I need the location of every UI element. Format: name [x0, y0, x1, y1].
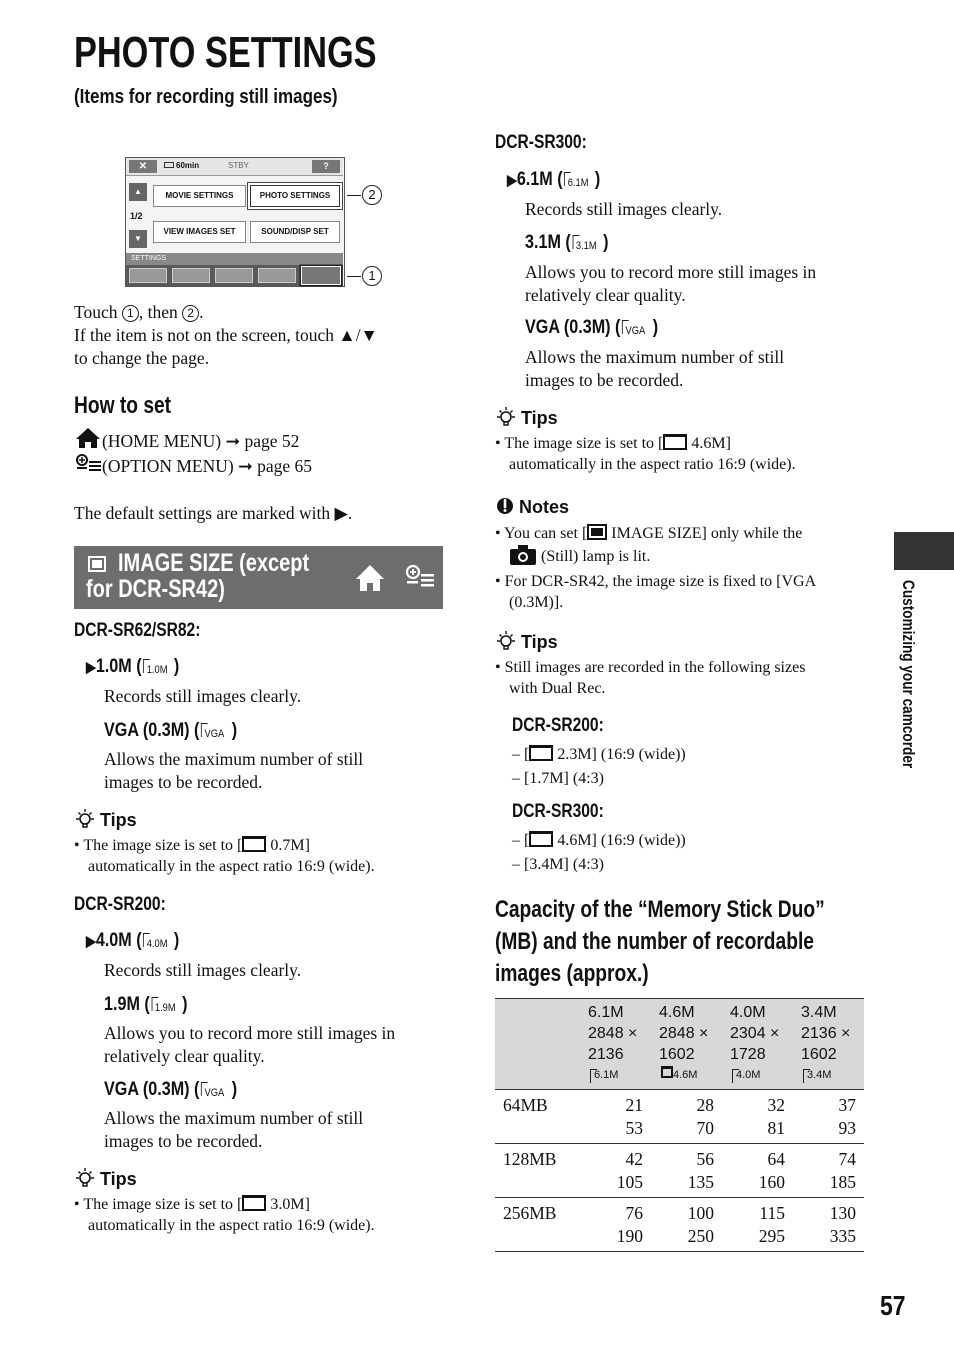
lcd-tab-list — [215, 268, 253, 283]
table-cell: 130 335 — [829, 1203, 856, 1246]
sr200-opt1-desc: Records still images clearly. — [104, 960, 302, 980]
lightbulb-icon — [495, 406, 517, 428]
banner-home-icon — [354, 564, 386, 592]
page-number-wrap — [880, 1290, 911, 1322]
image-size-icon — [88, 556, 106, 572]
row-label: 256MB — [503, 1203, 557, 1223]
image-size-6-1m-icon: 6.1M — [563, 169, 595, 189]
table-cell: 74 185 — [829, 1149, 856, 1192]
page-subtitle: (Items for recording still images) — [74, 86, 338, 108]
callout-2: 2 — [362, 185, 382, 205]
dual-sr200-list: – [ 2.3M] (16:9 (wide)) – [1.7M] (4:3) — [512, 746, 686, 787]
lcd-page: 1/2 — [130, 211, 143, 221]
sr300-opt1-title: ▶6.1M ( 6.1M ) — [507, 169, 601, 190]
table-cell: 37 93 — [838, 1095, 856, 1138]
sr62-opt1-title: ▶1.0M ( 1.0M ) — [86, 656, 180, 677]
sr300-opt1-desc: Records still images clearly. — [525, 199, 723, 219]
lcd-tab-play — [172, 268, 210, 283]
sr62-model-wrap — [74, 620, 228, 642]
image-size-banner — [74, 546, 443, 609]
page-title: PHOTO SETTINGS — [74, 28, 377, 77]
page-title-wrap — [74, 28, 462, 78]
dual-sr200-model-wrap — [512, 715, 624, 737]
wide-image-icon — [529, 831, 553, 847]
circle-2-icon: 2 — [182, 305, 199, 322]
home-menu-line: (HOME MENU) ➞ page 52 — [74, 427, 444, 453]
lcd-sound-disp-set: SOUND/DISP SET — [250, 221, 340, 243]
sr200-opt2-desc: Allows you to record more still images in relatively clear quality. — [104, 1023, 396, 1066]
image-size-3-1m-icon: 3.1M — [571, 232, 603, 252]
wide-image-icon — [242, 836, 266, 852]
lcd-close-button — [129, 160, 157, 173]
image-size-icon: 6.1M — [588, 1066, 637, 1086]
callout-line-2 — [347, 195, 361, 196]
notes-icon — [495, 496, 515, 516]
sr300-opt2-desc: Allows you to record more still images in relatively clear quality. — [525, 262, 817, 305]
lcd-down-arrow: ▼ — [129, 230, 147, 248]
sr62-opt1-desc: Records still images clearly. — [104, 686, 302, 706]
sr300-model: DCR-SR300: — [495, 132, 587, 153]
sr300-model-wrap — [495, 132, 607, 154]
home-icon — [74, 427, 102, 449]
table-cell: 42 105 — [616, 1149, 643, 1192]
capacity-heading: Capacity of the “Memory Stick Duo” (MB) and the number of recordable images (approx.) — [495, 896, 825, 987]
wide-image-icon — [242, 1195, 266, 1211]
lcd-photo-settings: PHOTO SETTINGS — [250, 185, 340, 207]
table-cell: 64 160 — [758, 1149, 785, 1192]
lcd-stby: STBY — [228, 161, 249, 170]
capacity-header — [495, 998, 864, 1090]
option-icon — [74, 453, 102, 475]
image-size-1m-icon: 1.0M — [142, 656, 174, 676]
close-icon: ✕ — [138, 161, 148, 172]
wide-image-icon — [529, 745, 553, 761]
capacity-col-header: 3.4M 2136 × 1602 3.4M — [801, 1002, 850, 1086]
sr300-opt2-title: 3.1M ( 3.1M ) — [525, 232, 609, 253]
callout-1: 1 — [362, 266, 382, 286]
sr62-opt2-desc: Allows the maximum number of still images to be recorded. — [104, 749, 364, 792]
table-row — [495, 1198, 864, 1252]
page-number: 57 — [880, 1290, 906, 1321]
intro-text: Touch 1 , then 2 . If the item is not on the screen, touch ▲/▼ to change the page. — [74, 301, 444, 370]
image-size-vga-icon: VGA — [199, 1079, 231, 1099]
row-label: 64MB — [503, 1095, 548, 1115]
camera-icon — [509, 544, 537, 566]
image-size-1-9m-icon: 1.9M — [150, 994, 182, 1014]
side-tab-block — [894, 532, 954, 570]
wide-image-icon — [663, 434, 687, 450]
table-cell: 21 53 — [625, 1095, 643, 1138]
circle-1-icon: 1 — [122, 305, 139, 322]
sr200-opt3-title: VGA (0.3M) ( VGA ) — [104, 1079, 238, 1100]
table-cell: 28 70 — [696, 1095, 714, 1138]
lightbulb-icon — [74, 808, 96, 830]
page-subtitle-wrap — [74, 86, 384, 109]
sr200-opt3-desc: Allows the maximum number of still images to be recorded. — [104, 1108, 364, 1151]
intro-line3: to change the page. — [74, 348, 210, 368]
lightbulb-icon — [495, 630, 517, 652]
sr300-opt3-title: VGA (0.3M) ( VGA ) — [525, 317, 659, 338]
lcd-view-images-set: VIEW IMAGES SET — [153, 221, 246, 243]
capacity-col-header: 4.0M 2304 × 1728 4.0M — [730, 1002, 779, 1086]
intro-line2: If the item is not on the screen, touch ▲/▼ — [74, 325, 378, 345]
dual-sr300-list: – [ 4.6M] (16:9 (wide)) – [3.4M] (4:3) — [512, 832, 686, 873]
table-cell: 76 190 — [616, 1203, 643, 1246]
image-size-4m-icon: 4.0M — [142, 930, 174, 950]
banner-line1-wrap — [118, 549, 357, 578]
side-tab-label: Customizing your camcorder — [899, 580, 918, 769]
image-size-vga-icon: VGA — [199, 720, 231, 740]
sr200-model-wrap — [74, 894, 186, 916]
lcd-help-button: ? — [312, 160, 340, 173]
lcd-tab-settings — [301, 266, 341, 285]
dual-rec-tips: Tips • Still images are recorded in the following sizes with Dual Rec. — [495, 632, 806, 697]
image-size-icon: 3.4M — [801, 1066, 850, 1086]
sr200-opt2-title: 1.9M ( 1.9M ) — [104, 994, 188, 1015]
dual-sr300-model-wrap — [512, 801, 624, 823]
image-size-vga-icon: VGA — [620, 317, 652, 337]
side-tab-label-wrap — [896, 580, 918, 840]
lcd-tab-bar — [126, 265, 343, 286]
table-cell: 115 295 — [758, 1203, 785, 1246]
lcd-settings-label: SETTINGS — [126, 253, 343, 265]
sr62-opt2-title: VGA (0.3M) ( VGA ) — [104, 720, 238, 741]
lcd-tab-movie — [129, 268, 167, 283]
image-size-icon: 4.0M — [730, 1066, 779, 1086]
sr200-model: DCR-SR200: — [74, 894, 166, 915]
dual-sr300-model: DCR-SR300: — [512, 801, 604, 822]
how-to-set-heading: How to set — [74, 392, 172, 419]
table-cell: 100 250 — [687, 1203, 714, 1246]
dual-sr200-model: DCR-SR200: — [512, 715, 604, 736]
banner-line2-wrap — [86, 575, 260, 604]
row-label: 128MB — [503, 1149, 557, 1169]
notes-block: Notes • You can set [ IMAGE SIZE] only while the (Still) lamp is lit. • For DCR-SR42, the image size is fixed to [VGA (0.3M)]. — [495, 497, 817, 611]
callout-line-1 — [347, 276, 361, 277]
capacity-col-header: 6.1M 2848 × 2136 6.1M — [588, 1002, 637, 1086]
how-to-set-heading-wrap — [74, 392, 195, 420]
sr62-model: DCR-SR62/SR82: — [74, 620, 201, 641]
table-cell: 56 135 — [687, 1149, 714, 1192]
banner-line2: for DCR-SR42) — [86, 575, 225, 603]
sr300-tips: Tips • The image size is set to [ 4.6M] automatically in the aspect ratio 16:9 (wide). — [495, 408, 796, 473]
sr200-opt1-title: ▶4.0M ( 4.0M ) — [86, 930, 180, 951]
lcd-screen — [125, 157, 345, 287]
image-size-icon — [587, 524, 607, 540]
banner-option-icon — [404, 564, 436, 592]
capacity-col-header: 4.6M 2848 × 1602 4.6M — [659, 1002, 708, 1086]
capacity-table — [495, 998, 864, 1252]
option-menu-line: (OPTION MENU) ➞ page 65 — [74, 453, 444, 478]
table-row — [495, 1144, 864, 1198]
battery-icon — [164, 162, 174, 168]
lcd-battery: 60min — [164, 161, 199, 170]
lcd-up-arrow: ▲ — [129, 183, 147, 201]
sr300-opt3-desc: Allows the maximum number of still images to be recorded. — [525, 347, 785, 390]
banner-line1: IMAGE SIZE (except — [118, 549, 310, 577]
lightbulb-icon — [74, 1167, 96, 1189]
table-row — [495, 1090, 864, 1144]
sr62-tips: Tips • The image size is set to [ 0.7M] automatically in the aspect ratio 16:9 (wide). — [74, 810, 375, 875]
default-note: The default settings are marked with ▶. — [74, 503, 353, 523]
wide-image-size-icon: 4.6M — [659, 1066, 708, 1086]
lcd-movie-settings: MOVIE SETTINGS — [153, 185, 246, 207]
lcd-tab-disc — [258, 268, 296, 283]
table-cell: 32 81 — [767, 1095, 785, 1138]
sr200-tips: Tips • The image size is set to [ 3.0M] automatically in the aspect ratio 16:9 (wide). — [74, 1169, 375, 1234]
how-to-set-body — [74, 427, 444, 525]
